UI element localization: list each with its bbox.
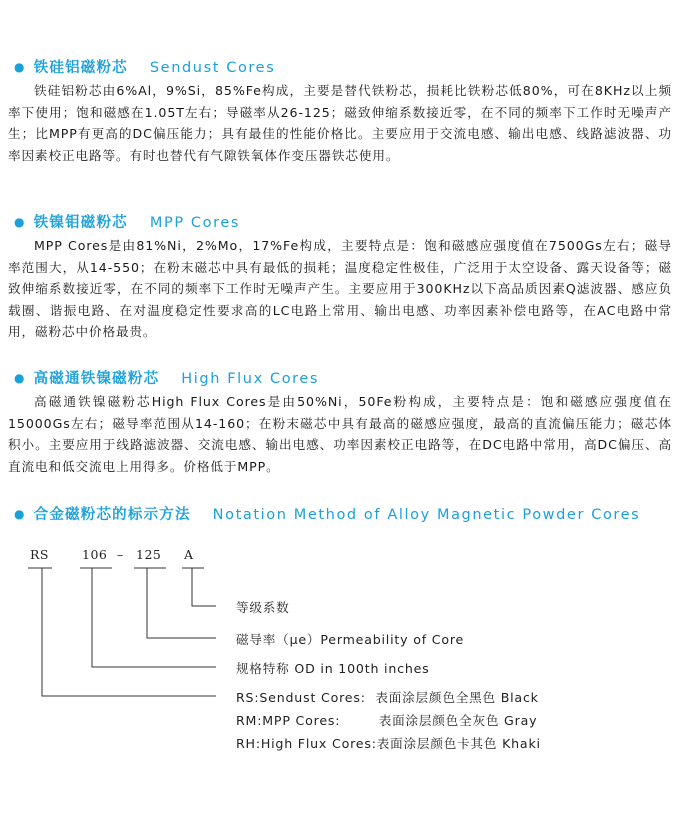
heading-cn: 合金磁粉芯的标示方法	[33, 507, 191, 523]
code-dash: –	[117, 547, 124, 562]
code-permeability: 125	[136, 547, 162, 562]
bullet-icon: ●	[14, 60, 26, 74]
heading-cn: 铁硅铝磁粉芯	[33, 60, 128, 76]
bullet-icon: ●	[14, 507, 26, 521]
code-size: 106	[82, 547, 108, 562]
legend-rm: RM:MPP Cores: 表面涂层颜色全灰色 Gray	[236, 713, 538, 728]
legend-grade: 等级系数	[236, 600, 290, 615]
legend-rs: RS:Sendust Cores: 表面涂层颜色全黑色 Black	[236, 690, 539, 705]
heading-en: MPP Cores	[149, 215, 240, 231]
heading-en: Notation Method of Alloy Magnetic Powder Cores	[212, 507, 641, 523]
heading-cn: 铁镍钼磁粉芯	[33, 215, 128, 231]
paragraph: 铁硅铝粉芯由6%Al，9%Si，85%Fe构成，主要是替代铁粉芯，损耗比铁粉芯低80%，可在8KHz以上频率下使用；饱和磁感在1.05T左右；导磁率从26-125；磁致伸缩系数接近零，在不同的频率下工作时无噪声产生；比MPP有更高的DC偏压能力；具有最佳的性能价格比。主要应用于交流电感、输出电感、线路滤波器、功率因素校正电路等。有时也替代有气隙铁氧体作变压器铁芯使用。	[8, 83, 672, 163]
heading-cn: 高磁通铁镍磁粉芯	[33, 371, 160, 387]
heading-en: Sendust Cores	[149, 60, 276, 76]
code-rs: RS	[30, 547, 49, 562]
legend-rh: RH:High Flux Cores:表面涂层颜色卡其色 Khaki	[236, 736, 541, 751]
legend-size: 规格特称 OD in 100th inches	[236, 661, 430, 676]
paragraph: 高磁通铁镍磁粉芯High Flux Cores是由50%Ni，50Fe粉构成，主要特点是：饱和磁感应强度值在15000Gs左右；磁导率范围从14-160；在粉末磁芯中具有最高的磁感应强度，最高的直流偏压能力；磁芯体积小。主要应用于线路滤波器、交流电感、输出电感、功率因素校正电路等，在DC电路中常用，高DC偏压、高直流电和低交流电上用得多。价格低于MPP。	[8, 394, 672, 474]
bullet-icon: ●	[14, 215, 26, 229]
heading-en: High Flux Cores	[181, 371, 320, 387]
code-grade: A	[184, 547, 194, 562]
paragraph: MPP Cores是由81%Ni，2%Mo，17%Fe构成，主要特点是：饱和磁感应强度值在7500Gs左右；磁导率范围大，从14-550；在粉末磁芯中具有最低的损耗；温度稳定性极佳，广泛用于太空设备、露天设备等；磁致伸缩系数接近零，在不同的频率下工作时无噪声产生。主要应用于300KHz以下高品质因素Q滤波器、感应负载圈、谐振电路、在对温度稳定性要求高的LC电路上常用、输出电感、功率因素补偿电路等，在AC电路中常用，磁粉芯中价格最贵。	[8, 238, 672, 340]
bullet-icon: ●	[14, 371, 26, 385]
legend-permeability: 磁导率（μe）Permeability of Core	[236, 632, 465, 647]
